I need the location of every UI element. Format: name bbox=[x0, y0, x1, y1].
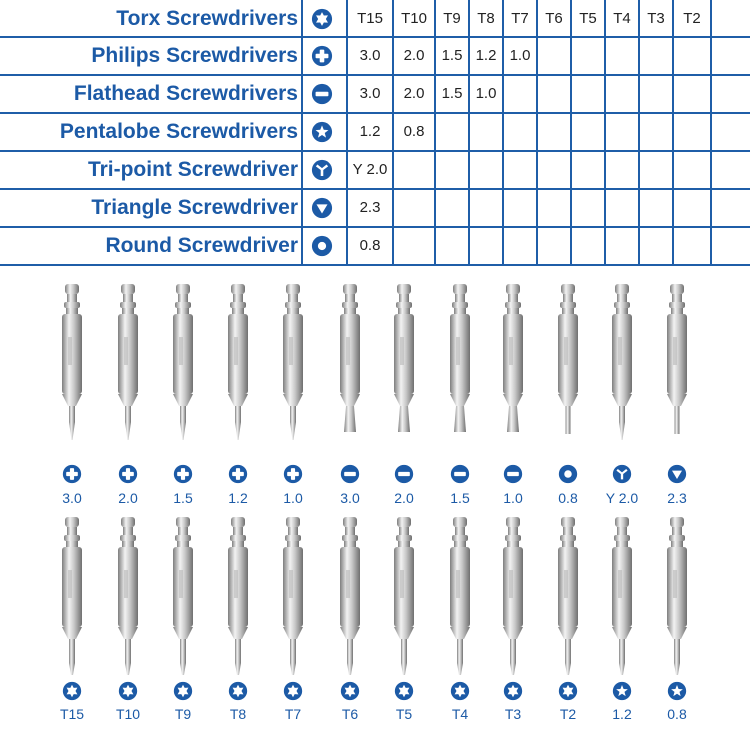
table-cell: 3.0 bbox=[359, 47, 381, 64]
triangle-icon bbox=[667, 464, 687, 484]
screwdriver-bit bbox=[275, 282, 311, 457]
bit-size-label: Y 2.0 bbox=[605, 490, 639, 506]
table-cell: 2.0 bbox=[403, 85, 425, 102]
row-label: Flathead Screwdrivers bbox=[73, 82, 298, 105]
bit-size-label: 3.0 bbox=[340, 490, 360, 506]
screwdriver-bit bbox=[386, 515, 422, 690]
screwdriver-bit bbox=[165, 282, 201, 457]
screwdriver-bit bbox=[659, 515, 695, 690]
screwdriver-table bbox=[0, 0, 750, 266]
row-label: Philips Screwdrivers bbox=[91, 44, 298, 67]
bit-size-label: T7 bbox=[284, 706, 302, 722]
philips-icon bbox=[283, 464, 303, 484]
bit-size-label: 2.3 bbox=[667, 490, 687, 506]
flathead-icon bbox=[394, 464, 414, 484]
table-column-divider bbox=[468, 0, 470, 266]
table-column-divider bbox=[638, 0, 640, 266]
screwdriver-bit bbox=[332, 515, 368, 690]
screwdriver-bit bbox=[165, 515, 201, 690]
table-cell: 2.3 bbox=[359, 199, 381, 216]
screwdriver-bit bbox=[495, 282, 531, 457]
screwdriver-bit bbox=[442, 515, 478, 690]
screwdriver-bit bbox=[220, 515, 256, 690]
pentalobe-icon bbox=[667, 681, 687, 701]
row-label: Triangle Screwdriver bbox=[91, 196, 298, 219]
table-column-divider bbox=[301, 0, 303, 266]
triangle-icon bbox=[311, 197, 333, 219]
pentalobe-icon bbox=[311, 121, 333, 143]
table-column-divider bbox=[710, 0, 712, 266]
table-cell: 0.8 bbox=[359, 237, 381, 254]
bit-size-label: 0.8 bbox=[667, 706, 687, 722]
philips-icon bbox=[62, 464, 82, 484]
row-label: Pentalobe Screwdrivers bbox=[59, 120, 298, 143]
flathead-icon bbox=[311, 83, 333, 105]
screwdriver-bit bbox=[550, 282, 586, 457]
torx-icon bbox=[228, 681, 248, 701]
table-column-divider bbox=[502, 0, 504, 266]
screwdriver-bit bbox=[54, 282, 90, 457]
torx-icon bbox=[450, 681, 470, 701]
bit-size-label: 1.0 bbox=[283, 490, 303, 506]
bit-size-label: 0.8 bbox=[558, 490, 578, 506]
screwdriver-bit bbox=[275, 515, 311, 690]
screwdriver-bit bbox=[332, 282, 368, 457]
table-cell: 1.2 bbox=[359, 123, 381, 140]
row-label: Round Screwdriver bbox=[105, 234, 298, 257]
round-icon bbox=[558, 464, 578, 484]
table-cell: 1.5 bbox=[441, 47, 463, 64]
bit-size-label: 1.2 bbox=[612, 706, 632, 722]
bit-size-label: 1.5 bbox=[450, 490, 470, 506]
column-header: T6 bbox=[545, 9, 563, 27]
bit-size-label: T8 bbox=[229, 706, 247, 722]
table-column-divider bbox=[672, 0, 674, 266]
bit-size-label: 3.0 bbox=[62, 490, 82, 506]
bit-size-label: T2 bbox=[559, 706, 577, 722]
bit-size-label: 1.2 bbox=[228, 490, 248, 506]
bit-size-label: 2.0 bbox=[394, 490, 414, 506]
table-cell: Y 2.0 bbox=[352, 161, 388, 178]
torx-icon bbox=[340, 681, 360, 701]
column-header: T2 bbox=[683, 9, 701, 27]
bit-size-label: T15 bbox=[59, 706, 85, 722]
screwdriver-bit bbox=[659, 282, 695, 457]
torx-icon bbox=[503, 681, 523, 701]
philips-icon bbox=[228, 464, 248, 484]
table-column-divider bbox=[536, 0, 538, 266]
philips-icon bbox=[173, 464, 193, 484]
row-label: Tri-point Screwdriver bbox=[87, 158, 298, 181]
philips-icon bbox=[311, 45, 333, 67]
torx-icon bbox=[283, 681, 303, 701]
screwdriver-bit bbox=[442, 282, 478, 457]
table-cell: 3.0 bbox=[359, 85, 381, 102]
torx-icon bbox=[62, 681, 82, 701]
torx-icon bbox=[558, 681, 578, 701]
bit-size-label: 2.0 bbox=[118, 490, 138, 506]
row-label: Torx Screwdrivers bbox=[116, 6, 298, 30]
torx-icon bbox=[118, 681, 138, 701]
screwdriver-bit bbox=[220, 282, 256, 457]
bit-size-label: T4 bbox=[451, 706, 469, 722]
table-cell: 1.0 bbox=[509, 47, 531, 64]
screwdriver-bit bbox=[54, 515, 90, 690]
tripoint-icon bbox=[612, 464, 632, 484]
table-column-divider bbox=[570, 0, 572, 266]
round-icon bbox=[311, 235, 333, 257]
bit-size-label: 1.5 bbox=[173, 490, 193, 506]
table-cell: 2.0 bbox=[403, 47, 425, 64]
bit-size-label: 1.0 bbox=[503, 490, 523, 506]
column-header: T10 bbox=[401, 9, 427, 27]
flathead-icon bbox=[450, 464, 470, 484]
column-header: T7 bbox=[511, 9, 529, 27]
philips-icon bbox=[118, 464, 138, 484]
bit-size-label: T5 bbox=[395, 706, 413, 722]
torx-icon bbox=[311, 8, 333, 30]
flathead-icon bbox=[340, 464, 360, 484]
screwdriver-bit bbox=[495, 515, 531, 690]
table-column-divider bbox=[604, 0, 606, 266]
torx-icon bbox=[173, 681, 193, 701]
flathead-icon bbox=[503, 464, 523, 484]
column-header: T4 bbox=[613, 9, 631, 27]
column-header: T8 bbox=[477, 9, 495, 27]
column-header: T5 bbox=[579, 9, 597, 27]
screwdriver-bit bbox=[604, 282, 640, 457]
bit-size-label: T10 bbox=[115, 706, 141, 722]
column-header: T9 bbox=[443, 9, 461, 27]
table-cell: 1.5 bbox=[441, 85, 463, 102]
table-cell: 0.8 bbox=[403, 123, 425, 140]
screwdriver-bit bbox=[110, 515, 146, 690]
table-cell: 1.2 bbox=[475, 47, 497, 64]
bit-size-label: T9 bbox=[174, 706, 192, 722]
bit-size-label: T3 bbox=[504, 706, 522, 722]
torx-icon bbox=[394, 681, 414, 701]
screwdriver-bit bbox=[604, 515, 640, 690]
screwdriver-bit bbox=[550, 515, 586, 690]
column-header: T15 bbox=[357, 9, 383, 27]
tripoint-icon bbox=[311, 159, 333, 181]
pentalobe-icon bbox=[612, 681, 632, 701]
column-header: T3 bbox=[647, 9, 665, 27]
screwdriver-bit bbox=[110, 282, 146, 457]
screwdriver-bit bbox=[386, 282, 422, 457]
table-cell: 1.0 bbox=[475, 85, 497, 102]
bit-size-label: T6 bbox=[341, 706, 359, 722]
